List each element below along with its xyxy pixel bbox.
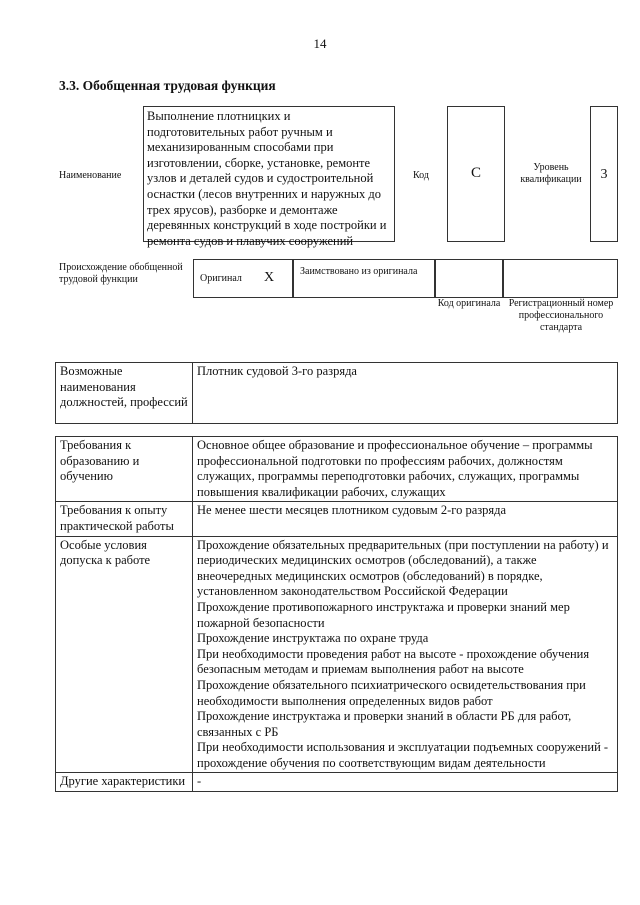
borrowed-label: Заимствовано из оригинала: [300, 266, 418, 277]
conditions-label: Особые условия допуска к работе: [56, 536, 193, 773]
education-row: [56, 437, 618, 502]
original-label: Оригинал: [200, 273, 242, 284]
experience-label: Требования к опыту практической работы: [56, 502, 193, 536]
function-name-text: Выполнение плотницких и подготовительных работ ручным и механизированным способами при изготовлении, сборке, установке, ремонте узлов и деталей судов и судостроительной оснастки (лесов внутренних и наружных до трех ярусов), разборке и демонтаже деревянных конструкций в ходе постройки и ремонта судов и плавучих сооружений: [147, 109, 387, 248]
page-number: 14: [313, 36, 327, 51]
conditions-row: [56, 536, 618, 773]
positions-row: [56, 363, 618, 424]
original-cell: [193, 259, 293, 298]
level-label: Уровень квалификации: [520, 162, 582, 185]
code-value: C: [470, 165, 481, 181]
condition-item: Прохождение обязательного психиатрического освидетельствования при необходимости выполнения определенных видов работ: [197, 677, 586, 708]
origin-reg-cell: [503, 259, 618, 298]
original-mark: X: [264, 270, 275, 285]
origin-code-caption: Код оригинала: [437, 298, 501, 309]
education-label: Требования к образованию и обучению: [56, 437, 193, 502]
origin-reg-caption: Регистрационный номер профессионального стандарта: [508, 298, 614, 333]
condition-item: Прохождение противопожарного инструктажа и проверки знаний мер пожарной безопасности: [197, 599, 570, 630]
condition-item: При необходимости проведения работ на высоте - прохождение обучения безопасным методам и приемам выполнения работ на высоте: [197, 646, 590, 677]
code-label: Код: [413, 170, 429, 181]
code-box: [447, 106, 505, 242]
positions-table: [55, 362, 618, 424]
condition-item: При необходимости использования и эксплуатации подъемных сооружений - прохождение обучения по соответствующим видам деятельности: [197, 740, 609, 770]
other-value: -: [193, 773, 618, 792]
function-name-box: [143, 106, 395, 248]
positions-value: Плотник судовой 3-го разряда: [193, 363, 618, 424]
positions-label: Возможные наименования должностей, профессий: [56, 363, 193, 424]
condition-item: Прохождение обязательных предварительных (при поступлении на работу) и периодических медицинских осмотров (обследований), а также внеочередных медицинских осмотров (обследований) в порядке, установленном законодательством Российской Федерации: [197, 537, 609, 599]
name-label: Наименование: [59, 170, 122, 181]
education-value: Основное общее образование и профессиональное обучение – программы профессиональной подготовки по профессиям рабочих, должностям служащих, программы переподготовки рабочих, служащих, программы повышения квалификации рабочих, служащих: [193, 437, 618, 502]
level-value: 3: [600, 167, 608, 182]
requirements-table: [55, 436, 618, 792]
origin-code-cell: [435, 259, 503, 298]
condition-item: Прохождение инструктажа и проверки знаний в области РБ для работ, связанных с РБ: [197, 709, 572, 739]
section-title: 3.3. Обобщенная трудовая функция: [59, 78, 276, 93]
other-row: [56, 773, 618, 792]
experience-row: [56, 502, 618, 536]
other-label: Другие характеристики: [56, 773, 193, 792]
level-box: [590, 106, 618, 242]
origin-label: Происхождение обобщенной трудовой функции: [59, 262, 183, 285]
conditions-value: [193, 536, 618, 773]
borrowed-cell: [293, 259, 435, 298]
experience-value: Не менее шести месяцев плотником судовым 2-го разряда: [193, 502, 618, 536]
condition-item: Прохождение инструктажа по охране труда: [197, 631, 429, 646]
